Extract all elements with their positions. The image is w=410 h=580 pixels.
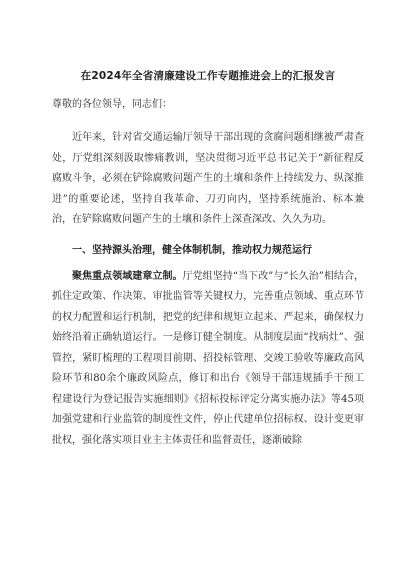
intro-paragraph: 近年来，针对省交通运输厅领导干部出现的贪腐问题相继被严肃查处，厅党组深刻汲取惨痛教训，坚决贯彻习近平总书记关于“新征程反腐败斗争，必须在铲除腐败问题产生的土壤和条件上持续发力、纵深推进”的重要论述，坚持自我革命、刀刃向内，坚持系统施治、标本兼治，在铲除腐败问题产生的土壤和条件上深查深改、久久为功。 (52, 132, 364, 225)
greeting: 尊敬的各位领导，同志们： (52, 99, 172, 110)
section-1-title: 一、坚持源头治理，健全体制机制，推动权力规范运行 (72, 244, 312, 256)
section-1-lead: 聚焦重点领域建章立制。 (72, 270, 183, 282)
section-1-paragraph (52, 267, 364, 452)
section-1-body: 厅党组坚持“当下改”与“长久治”相结合，抓住定政策、作决策、审批监管等关键权力，完善重点领域、重点环节的权力配置和运行机制，把党的纪律和规矩立起来、严起来，确保权力始终沿着正确轨道运行。一是修订健全制度。从制度层面“找病灶”、强管控，紧盯梳理的工程项目前期、招投标管理、交竣工验收等廉政高风险环节和80余个廉政风险点，修订和出台《领导干部违规插手干预工程建设行为登记报告实施细则》《招标投标评定分离实施办法》等45项加强党建和行业监管的制度性文件，停止代建单位招标权、设计变更审批权，强化落实项目业主主体责任和监督责任，逐渐破除 (52, 270, 365, 446)
document-title: 在2024年全省清廉建设工作专题推进会上的汇报发言 (80, 70, 336, 82)
